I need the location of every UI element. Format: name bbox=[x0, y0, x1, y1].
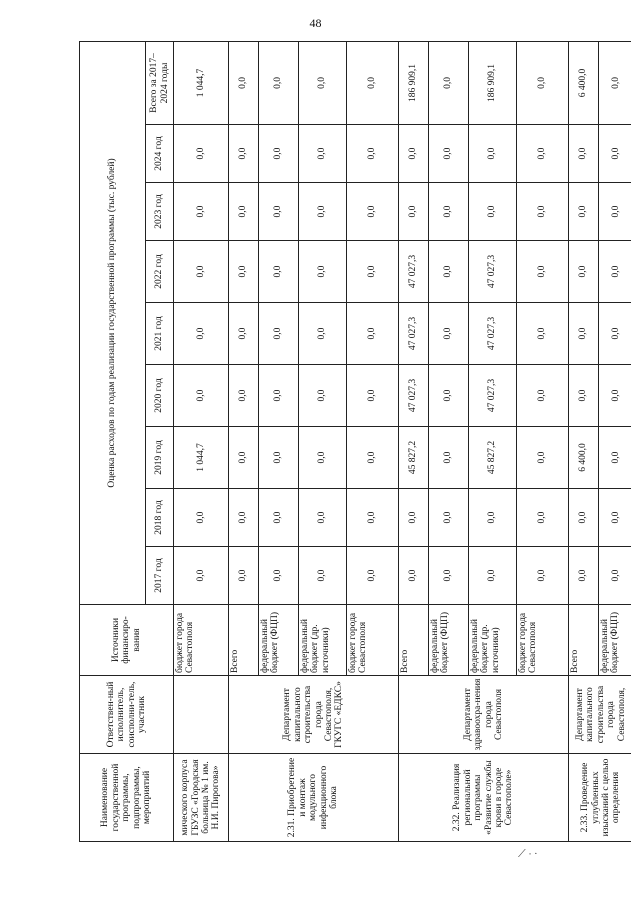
page-number: 48 bbox=[309, 16, 322, 30]
year-value-cell: 0,0 bbox=[429, 303, 469, 365]
year-value-cell: 0,0 bbox=[229, 547, 259, 605]
year-value-cell: 0,0 bbox=[599, 547, 631, 605]
year-value-cell: 0,0 bbox=[259, 303, 299, 365]
year-value-cell: 0,0 bbox=[599, 427, 631, 489]
year-value-cell: 0,0 bbox=[259, 489, 299, 547]
year-value-cell: 0,0 bbox=[517, 241, 569, 303]
year-value-cell: 0,0 bbox=[299, 427, 347, 489]
year-value-cell: 0,0 bbox=[599, 303, 631, 365]
year-value-cell: 0,0 bbox=[599, 489, 631, 547]
total-value-cell: 0,0 bbox=[429, 41, 469, 124]
total-value-cell: 6 400,0 bbox=[569, 41, 599, 124]
year-value-cell: 47 027,3 bbox=[469, 365, 517, 427]
total-value-cell: 0,0 bbox=[347, 41, 399, 124]
table-row bbox=[174, 41, 229, 841]
year-value-cell: 47 027,3 bbox=[399, 241, 429, 303]
year-value-cell: 0,0 bbox=[569, 489, 599, 547]
funding-source-cell: Всего bbox=[569, 605, 599, 676]
measure-name-cell: мического корпуса ГБУЗС «Городская больница № 1 им. Н.И. Пирогова» bbox=[174, 754, 229, 842]
financing-table bbox=[79, 41, 631, 842]
year-value-cell: 0,0 bbox=[229, 183, 259, 241]
year-value-cell: 0,0 bbox=[259, 241, 299, 303]
year-value-cell: 0,0 bbox=[229, 365, 259, 427]
year-value-cell: 47 027,3 bbox=[469, 303, 517, 365]
table-row bbox=[229, 41, 259, 841]
funding-source-cell: федеральный бюджет (ФЦП) bbox=[429, 605, 469, 676]
header-estimate: Оценка расходов по годам реализации государственной программы (тыс. рублей) bbox=[80, 41, 146, 604]
year-value-cell: 0,0 bbox=[259, 427, 299, 489]
year-value-cell: 0,0 bbox=[517, 365, 569, 427]
header-year: 2019 год bbox=[146, 427, 174, 489]
header-row-top bbox=[80, 41, 146, 841]
year-value-cell: 6 400,0 bbox=[569, 427, 599, 489]
measure-name-cell: 2.32. Реализация региональной программы «Развитие службы крови в городе Севастополе» bbox=[399, 754, 569, 842]
funding-source-cell: бюджет города Севастополя bbox=[517, 605, 569, 676]
year-value-cell: 0,0 bbox=[229, 125, 259, 183]
header-year: 2022 год bbox=[146, 241, 174, 303]
header-year: 2021 год bbox=[146, 303, 174, 365]
funding-source-cell: федеральный бюджет (др. источники) bbox=[299, 605, 347, 676]
year-value-cell: 0,0 bbox=[429, 365, 469, 427]
year-value-cell: 47 027,3 bbox=[399, 365, 429, 427]
year-value-cell: 0,0 bbox=[569, 125, 599, 183]
year-value-cell: 0,0 bbox=[299, 241, 347, 303]
year-value-cell: 0,0 bbox=[399, 183, 429, 241]
year-value-cell: 0,0 bbox=[469, 489, 517, 547]
year-value-cell: 0,0 bbox=[517, 427, 569, 489]
year-value-cell: 0,0 bbox=[347, 365, 399, 427]
header-year: 2023 год bbox=[146, 183, 174, 241]
header-year: 2020 год bbox=[146, 365, 174, 427]
margin-mark: ⟋ ⸱ · bbox=[518, 848, 538, 860]
year-value-cell: 0,0 bbox=[174, 183, 229, 241]
year-value-cell: 0,0 bbox=[174, 303, 229, 365]
header-year: 2018 год bbox=[146, 489, 174, 547]
year-value-cell: 0,0 bbox=[469, 125, 517, 183]
year-value-cell: 0,0 bbox=[299, 547, 347, 605]
funding-source-cell: бюджет города Севастополя bbox=[174, 605, 229, 676]
measure-name-cell: 2.31. Приобретение и монтаж модульного инфекционного блока bbox=[229, 754, 399, 842]
header-year: 2017 год bbox=[146, 547, 174, 605]
year-value-cell: 1 044,7 bbox=[174, 427, 229, 489]
year-value-cell: 0,0 bbox=[347, 125, 399, 183]
year-value-cell: 0,0 bbox=[174, 365, 229, 427]
year-value-cell: 0,0 bbox=[599, 241, 631, 303]
year-value-cell: 0,0 bbox=[229, 489, 259, 547]
year-value-cell: 0,0 bbox=[299, 489, 347, 547]
funding-source-cell: федеральный бюджет (ФЦП) bbox=[259, 605, 299, 676]
header-executor: Ответствен-ный исполнитель, соисполни-тель, участник bbox=[80, 676, 174, 754]
year-value-cell: 0,0 bbox=[347, 241, 399, 303]
header-name: Наименование государственной программы, подпрограммы, мероприятий bbox=[80, 754, 174, 842]
year-value-cell: 0,0 bbox=[259, 547, 299, 605]
year-value-cell: 0,0 bbox=[174, 547, 229, 605]
total-value-cell: 0,0 bbox=[229, 41, 259, 124]
year-value-cell: 0,0 bbox=[517, 489, 569, 547]
executor-cell: Департамент капитального строительства города Севастополя, ГКУГС «ЕДКС» bbox=[229, 676, 399, 754]
year-value-cell: 47 027,3 bbox=[469, 241, 517, 303]
total-value-cell: 0,0 bbox=[299, 41, 347, 124]
rotated-table-container bbox=[79, 42, 627, 842]
year-value-cell: 0,0 bbox=[347, 303, 399, 365]
year-value-cell: 0,0 bbox=[599, 125, 631, 183]
total-value-cell: 0,0 bbox=[517, 41, 569, 124]
year-value-cell: 0,0 bbox=[569, 183, 599, 241]
year-value-cell: 0,0 bbox=[517, 547, 569, 605]
year-value-cell: 0,0 bbox=[599, 365, 631, 427]
year-value-cell: 0,0 bbox=[259, 365, 299, 427]
year-value-cell: 0,0 bbox=[174, 125, 229, 183]
year-value-cell: 0,0 bbox=[299, 183, 347, 241]
total-value-cell: 0,0 bbox=[259, 41, 299, 124]
year-value-cell: 0,0 bbox=[599, 183, 631, 241]
year-value-cell: 0,0 bbox=[469, 547, 517, 605]
year-value-cell: 0,0 bbox=[259, 183, 299, 241]
table-row bbox=[569, 41, 599, 841]
year-value-cell: 0,0 bbox=[429, 489, 469, 547]
year-value-cell: 0,0 bbox=[174, 241, 229, 303]
executor-cell: Департамент капитального строительства города Севастополя, bbox=[569, 676, 631, 754]
year-value-cell: 0,0 bbox=[174, 489, 229, 547]
table-row bbox=[399, 41, 429, 841]
year-value-cell: 0,0 bbox=[469, 183, 517, 241]
total-value-cell: 186 909,1 bbox=[399, 41, 429, 124]
year-value-cell: 0,0 bbox=[299, 303, 347, 365]
year-value-cell: 0,0 bbox=[569, 547, 599, 605]
total-value-cell: 1 044,7 bbox=[174, 41, 229, 124]
funding-source-cell: Всего bbox=[229, 605, 259, 676]
measure-name-cell: 2.33. Проведение углубленных изысканий с целью определения bbox=[569, 754, 631, 842]
year-value-cell: 0,0 bbox=[429, 183, 469, 241]
year-value-cell: 0,0 bbox=[429, 241, 469, 303]
year-value-cell: 0,0 bbox=[517, 125, 569, 183]
year-value-cell: 0,0 bbox=[299, 125, 347, 183]
year-value-cell: 0,0 bbox=[259, 125, 299, 183]
year-value-cell: 0,0 bbox=[569, 365, 599, 427]
year-value-cell: 0,0 bbox=[347, 547, 399, 605]
funding-source-cell: федеральный бюджет (ФЦП) bbox=[599, 605, 631, 676]
year-value-cell: 0,0 bbox=[429, 125, 469, 183]
year-value-cell: 0,0 bbox=[229, 427, 259, 489]
year-value-cell: 45 827,2 bbox=[469, 427, 517, 489]
year-value-cell: 0,0 bbox=[229, 303, 259, 365]
year-value-cell: 47 027,3 bbox=[399, 303, 429, 365]
year-value-cell: 0,0 bbox=[399, 125, 429, 183]
year-value-cell: 0,0 bbox=[399, 547, 429, 605]
year-value-cell: 0,0 bbox=[517, 303, 569, 365]
header-source: Источники финансиро-вания bbox=[80, 605, 174, 676]
year-value-cell: 0,0 bbox=[569, 241, 599, 303]
executor-cell bbox=[174, 676, 229, 754]
year-value-cell: 45 827,2 bbox=[399, 427, 429, 489]
table-body bbox=[174, 41, 631, 841]
header-year: 2024 год bbox=[146, 125, 174, 183]
header-year-total: Всего за 2017–2024 годы bbox=[146, 41, 174, 124]
funding-source-cell: Всего bbox=[399, 605, 429, 676]
year-value-cell: 0,0 bbox=[347, 489, 399, 547]
year-value-cell: 0,0 bbox=[517, 183, 569, 241]
year-value-cell: 0,0 bbox=[299, 365, 347, 427]
total-value-cell: 186 909,1 bbox=[469, 41, 517, 124]
year-value-cell: 0,0 bbox=[429, 547, 469, 605]
year-value-cell: 0,0 bbox=[569, 303, 599, 365]
funding-source-cell: федеральный бюджет (др. источники) bbox=[469, 605, 517, 676]
total-value-cell: 0,0 bbox=[599, 41, 631, 124]
year-value-cell: 0,0 bbox=[399, 489, 429, 547]
year-value-cell: 0,0 bbox=[429, 427, 469, 489]
executor-cell: Департамент здравоохра-нения города Севастополя bbox=[399, 676, 569, 754]
year-value-cell: 0,0 bbox=[347, 183, 399, 241]
funding-source-cell: бюджет города Севастополя bbox=[347, 605, 399, 676]
year-value-cell: 0,0 bbox=[347, 427, 399, 489]
year-value-cell: 0,0 bbox=[229, 241, 259, 303]
